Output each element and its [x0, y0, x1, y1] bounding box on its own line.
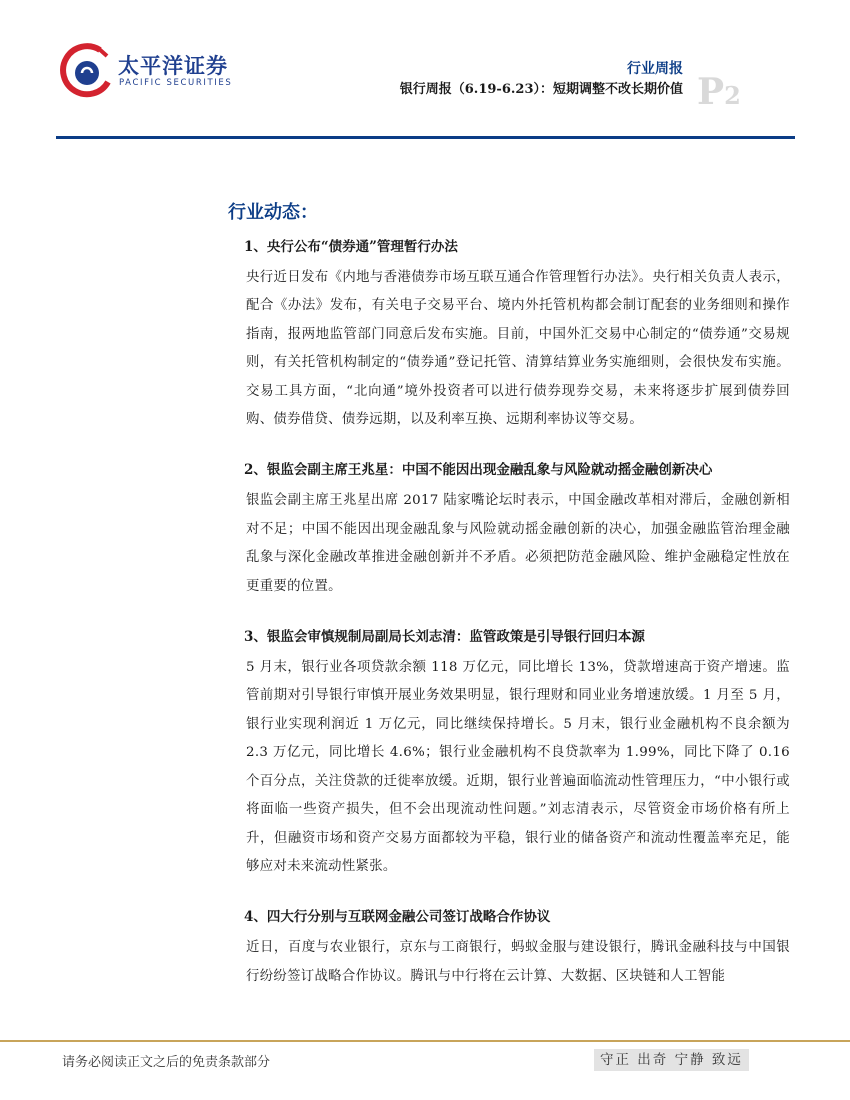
footer-divider [0, 1040, 850, 1042]
footer-disclaimer: 请务必阅读正文之后的免责条款部分 [62, 1055, 271, 1070]
news-item-title: 4、四大行分别与互联网金融公司签订战略合作协议 [244, 909, 551, 926]
news-item [228, 626, 790, 881]
report-title: 银行周报（6.19-6.23）：短期调整不改长期价值 [399, 82, 683, 97]
page-digit: 2 [724, 81, 741, 110]
news-item-body: 近日，百度与农业银行，京东与工商银行，蚂蚁金服与建设银行，腾讯金融科技与中国银行纷纷签订战略合作协议。腾讯与中行将在云计算、大数据、区块链和人工智能 [246, 940, 790, 984]
news-item-body: 5 月末，银行业各项贷款余额 118 万亿元，同比增长 13%，贷款增速高于资产增速。监管前期对引导银行审慎开展业务效果明显，银行理财和同业业务增速放缓。1 月至 5 月，银行业实现利润近 1 万亿元，同比继续保持增长。5 月末，银行业金融机构不良余额为 2.3 万亿元，同比增长 4.6%；银行业金融机构不良贷款率为 1.99%，同比下降了 0.16 个百分点，关注贷款的迁徙率放缓。近期，银行业普遍面临流动性管理压力，“中小银行或将面临一些资产损失，但不会出现流动性问题。”刘志清表示，尽管资金市场价格有所上升，但融资市场和资产交易方面都较为平稳，银行业的储备资产和流动性覆盖率充足，能够应对未来流动性紧张。 [246, 660, 790, 874]
footer-motto: 守正 出奇 宁静 致远 [594, 1049, 749, 1071]
article-content [228, 198, 790, 1016]
news-item [228, 459, 790, 601]
report-type: 行业周报 [627, 61, 683, 77]
news-item-title: 2、银监会副主席王兆星：中国不能因出现金融乱象与风险就动摇金融创新决心 [244, 462, 713, 479]
page-header [0, 0, 850, 140]
page-number [697, 71, 741, 113]
news-item-body: 央行近日发布《内地与香港债券市场互联互通合作管理暂行办法》。央行相关负责人表示，配合《办法》发布，有关电子交易平台、境内外托管机构都会制订配套的业务细则和操作指南，报两地监管部门同意后发布实施。目前，中国外汇交易中心制定的“债券通”交易规则，有关托管机构制定的“债券通”登记托管、清算结算业务实施细则，会很快发布实施。交易工具方面，“北向通”境外投资者可以进行债券现券交易，未来将逐步扩展到债券回购、债券借贷、债券远期，以及利率互换、远期利率协议等交易。 [246, 270, 790, 428]
section-heading: 行业动态： [228, 202, 318, 223]
news-item-title: 3、银监会审慎规制局副局长刘志清：监管政策是引导银行回归本源 [244, 629, 645, 646]
header-divider [56, 136, 795, 139]
news-item [228, 236, 790, 434]
news-item [228, 906, 790, 991]
page-letter: P [697, 71, 725, 113]
company-logo [60, 42, 250, 100]
pacific-securities-logo-icon [60, 42, 112, 100]
logo-chinese-name: 太平洋证券 [118, 54, 228, 78]
news-item-body: 银监会副主席王兆星出席 2017 陆家嘴论坛时表示，中国金融改革相对滞后，金融创新相对不足；中国不能因出现金融乱象与风险就动摇金融创新的决心，加强金融监管治理金融乱象与深化金融改革推进金融创新并不矛盾。必须把防范金融风险、维护金融稳定性放在更重要的位置。 [246, 493, 790, 594]
news-item-title: 1、央行公布“债券通”管理暂行办法 [244, 239, 458, 255]
logo-english-name: PACIFIC SECURITIES [119, 78, 233, 88]
